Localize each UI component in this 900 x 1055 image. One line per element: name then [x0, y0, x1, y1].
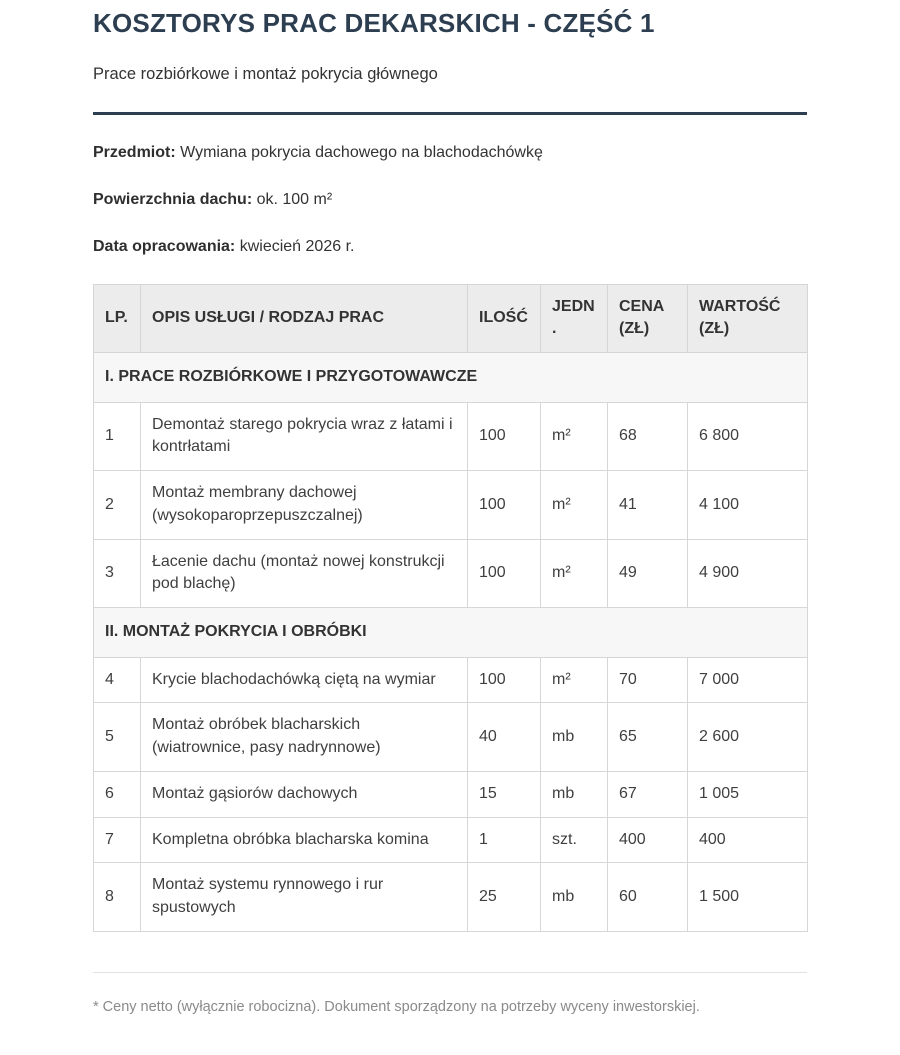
cell-value: 4 900	[688, 539, 808, 607]
cell-lp: 8	[94, 863, 141, 931]
footer-divider	[93, 972, 807, 973]
page-subtitle: Prace rozbiórkowe i montaż pokrycia głównego	[93, 65, 438, 84]
cell-desc: Krycie blachodachówką ciętą na wymiar	[141, 657, 468, 703]
table-row	[94, 771, 808, 817]
cell-desc: Montaż membrany dachowej (wysokoparoprzepuszczalnej)	[141, 471, 468, 539]
meta-label: Data opracowania:	[93, 237, 236, 255]
column-header: LP.	[94, 284, 141, 352]
cell-desc: Montaż systemu rynnowego i rur spustowych	[141, 863, 468, 931]
table-header-row	[94, 284, 808, 352]
table-row	[94, 817, 808, 863]
cell-unit: mb	[541, 863, 608, 931]
cell-value: 1 500	[688, 863, 808, 931]
cell-lp: 7	[94, 817, 141, 863]
cell-desc: Montaż gąsiorów dachowych	[141, 771, 468, 817]
cell-price: 65	[608, 703, 688, 771]
table-row	[94, 402, 808, 470]
cell-unit: m²	[541, 539, 608, 607]
cell-unit: mb	[541, 703, 608, 771]
meta-section	[93, 143, 807, 257]
cell-qty: 1	[468, 817, 541, 863]
cell-price: 60	[608, 863, 688, 931]
column-header: JEDN.	[541, 284, 608, 352]
table-row	[94, 471, 808, 539]
cell-lp: 4	[94, 657, 141, 703]
table-header	[94, 284, 808, 352]
footer	[93, 972, 807, 1015]
meta-label: Przedmiot:	[93, 144, 176, 162]
cell-price: 68	[608, 402, 688, 470]
cell-unit: mb	[541, 771, 608, 817]
meta-line	[93, 143, 807, 164]
meta-label: Powierzchnia dachu:	[93, 190, 253, 208]
meta-value: kwiecień 2026 r.	[239, 237, 355, 255]
cell-value: 6 800	[688, 402, 808, 470]
column-header: ILOŚĆ	[468, 284, 541, 352]
column-header: OPIS USŁUGI / RODZAJ PRAC	[141, 284, 468, 352]
table-row	[94, 703, 808, 771]
meta-line	[93, 190, 807, 211]
cell-value: 1 005	[688, 771, 808, 817]
meta-value: Wymiana pokrycia dachowego na blachodachówkę	[180, 144, 543, 162]
title-divider	[93, 112, 807, 115]
cell-qty: 100	[468, 657, 541, 703]
cell-lp: 6	[94, 771, 141, 817]
cell-price: 400	[608, 817, 688, 863]
cell-price: 67	[608, 771, 688, 817]
cell-qty: 100	[468, 471, 541, 539]
column-header: WARTOŚĆ (ZŁ)	[688, 284, 808, 352]
cell-lp: 3	[94, 539, 141, 607]
cell-qty: 15	[468, 771, 541, 817]
section-row	[94, 608, 808, 658]
meta-value: ok. 100 m²	[256, 190, 333, 208]
footer-note: * Ceny netto (wyłącznie robocizna). Dokument sporządzony na potrzeby wyceny inwestorskiej.	[93, 998, 700, 1015]
cell-price: 41	[608, 471, 688, 539]
cell-qty: 25	[468, 863, 541, 931]
cell-unit: m²	[541, 402, 608, 470]
cell-value: 7 000	[688, 657, 808, 703]
section-row	[94, 353, 808, 403]
cell-price: 70	[608, 657, 688, 703]
cell-lp: 2	[94, 471, 141, 539]
cell-desc: Kompletna obróbka blacharska komina	[141, 817, 468, 863]
cell-unit: m²	[541, 471, 608, 539]
cell-desc: Demontaż starego pokrycia wraz z łatami i kontrłatami	[141, 402, 468, 470]
cell-value: 4 100	[688, 471, 808, 539]
page-title: KOSZTORYS PRAC DEKARSKICH - CZĘŚĆ 1	[93, 8, 655, 38]
meta-line	[93, 237, 807, 258]
cell-desc: Montaż obróbek blacharskich (wiatrownice, pasy nadrynnowe)	[141, 703, 468, 771]
table-body	[94, 353, 808, 932]
cell-qty: 100	[468, 402, 541, 470]
cell-price: 49	[608, 539, 688, 607]
cell-unit: szt.	[541, 817, 608, 863]
table-row	[94, 657, 808, 703]
table-row	[94, 863, 808, 931]
column-header: CENA (ZŁ)	[608, 284, 688, 352]
section-heading: II. MONTAŻ POKRYCIA I OBRÓBKI	[94, 608, 808, 658]
cell-qty: 100	[468, 539, 541, 607]
cell-unit: m²	[541, 657, 608, 703]
section-heading: I. PRACE ROZBIÓRKOWE I PRZYGOTOWAWCZE	[94, 353, 808, 403]
cell-value: 400	[688, 817, 808, 863]
cost-table	[93, 284, 808, 932]
table-row	[94, 539, 808, 607]
cell-desc: Łacenie dachu (montaż nowej konstrukcji pod blachę)	[141, 539, 468, 607]
cell-value: 2 600	[688, 703, 808, 771]
cell-lp: 5	[94, 703, 141, 771]
cell-lp: 1	[94, 402, 141, 470]
cell-qty: 40	[468, 703, 541, 771]
